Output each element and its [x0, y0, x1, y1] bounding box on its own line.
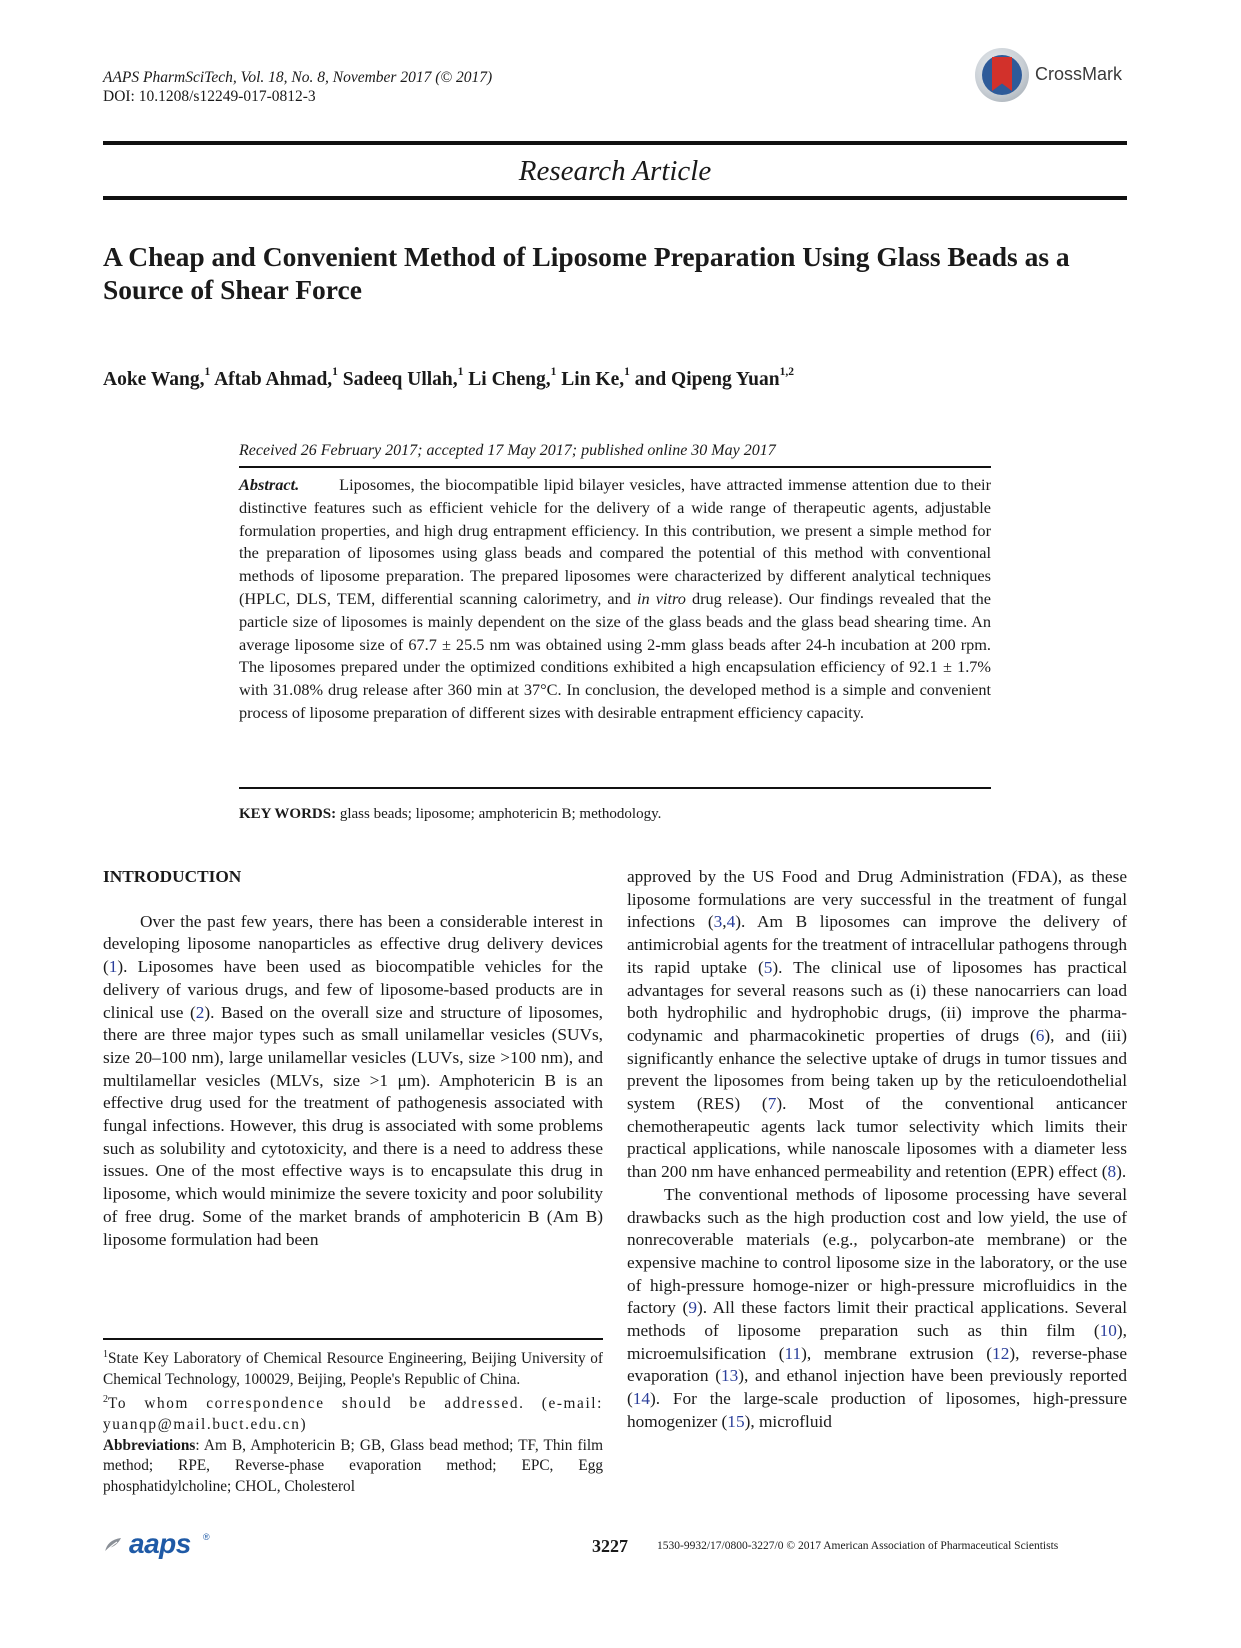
keywords: KEY WORDS: glass beads; liposome; amphotericin B; methodology. [239, 806, 662, 822]
received-dates: Received 26 February 2017; accepted 17 May 2017; published online 30 May 2017 [239, 442, 776, 459]
citation-link[interactable]: 5 [763, 957, 773, 977]
footnote-rule [103, 1338, 603, 1340]
footnote-correspondence: $^2$To whom correspondence should be addressed. (e-mail: yuanqp@mail.buct.edu.cn) [103, 1394, 603, 1433]
citation-link[interactable]: 13 [720, 1366, 739, 1386]
aaps-leaf-icon [103, 1536, 123, 1556]
footnote-abbreviations: Abbreviations: Am B, Amphotericin B; GB, Glass bead method; TF, Thin film method; RPE, Reverse-phase evaporation method; EPC, Egg phosphatidylcholine; CHOL, Cholesterol [103, 1436, 603, 1495]
article-title: A Cheap and Convenient Method of Liposome Preparation Using Glass Beads as a Source of Shear Force [103, 241, 1070, 305]
crossmark-label: CrossMark [1035, 64, 1123, 84]
paragraph: The conventional methods of liposome processing have several drawbacks such as the high production cost and low yield, the use of nonrecoverable materials (e.g., polycarbon-ate membrane) or the expensive machine to control liposome size in the laboratory, or the use of high-pressure homoge-nizer or high-pressure microfluidics in the factory (9). All these factors limit their practical applications. Several methods of liposome preparation such as thin film (10), microemulsification (11), membrane extrusion (12), reverse-phase evaporation (13), and ethanol injection have been previously reported (14). For the large-scale production of liposomes, high-pressure homogenizer (15), microfluid [627, 1184, 1128, 1431]
crossmark-icon [975, 48, 1029, 102]
author: Lin Ke,$^1$ [561, 366, 630, 390]
author: and Qipeng Yuan$^{1,2}$ [634, 366, 794, 390]
doi: DOI: 10.1208/s12249-017-0812-3 [103, 88, 316, 105]
header-rule-top [103, 141, 1127, 145]
citation-link[interactable]: 12 [992, 1343, 1010, 1363]
header-rule-bottom [103, 196, 1127, 200]
citation-link[interactable]: 11 [784, 1343, 802, 1363]
copyright-line: 1530-9932/17/0800-3227/0 © 2017 American Association of Pharmaceutical Scientists [657, 1540, 1059, 1552]
journal-citation: AAPS PharmSciTech, Vol. 18, No. 8, November 2017 (© 2017) [103, 69, 493, 86]
right-column [627, 866, 1127, 1434]
paragraph: approved by the US Food and Drug Administration (FDA), as these liposome formulations are very successful in the treatment of fungal infections (3,4). Am B liposomes can improve the delivery of antimicrobial agents for the treatment of intracellular pathogens through its rapid uptake (5). The clinical use of liposomes has practical advantages for several reasons such as (i) these nanocarriers can load both hydrophilic and hydrophobic drugs, (ii) improve the pharma-codynamic and pharmacokinetic properties of drugs (6), and (iii) significantly enhance the selective uptake of drugs in tumor tissues and prevent the liposomes from being taken up by the reticuloendothelial system (RES) (7). Most of the conventional anticancer chemotherapeutic agents lack tumor selectivity which limits their practical applications, while nanoscale liposomes with a diameter less than 200 nm have enhanced permeability and retention (EPR) effect (8). [627, 867, 1128, 1182]
page-number: 3227 [592, 1536, 628, 1556]
citation-link[interactable]: 4 [726, 912, 736, 932]
footnotes [103, 1345, 603, 1497]
citation-link[interactable]: 10 [1099, 1321, 1117, 1341]
citation-link[interactable]: 15 [727, 1411, 745, 1431]
author-list [103, 368, 794, 391]
paragraph: Over the past few years, there has been a considerable interest in developing liposome nanoparticles as effective drug delivery devices (1). Liposomes have been used as biocompatible vehicles for the delivery of various drugs, and few of liposome-based products are in clinical use (2). Based on the overall size and structure of liposomes, there are three major types such as small unilamellar vesicles (SUVs, size 20–100 nm), large unilamellar vesicles (LUVs, size >100 nm), and multilamellar vesicles (MLVs, size >1 μm). Amphotericin B is an effective drug used for the treatment of pathogenesis associated with fungal infections. However, this drug is associated with some problems such as solubility and cytotoxicity, and there is a need to address these issues. One of the most effective ways is to encapsulate this drug in liposome, which would minimize the severe toxicity and poor solubility of free drug. Some of the market brands of amphotericin B (Am B) liposome formulation had been [103, 911, 603, 1249]
journal-header [103, 68, 492, 106]
citation-link[interactable]: 2 [195, 1002, 205, 1022]
keywords-label: KEY WORDS: [239, 806, 337, 822]
abstract: Abstract. Liposomes, the biocompatible lipid bilayer vesicles, have attracted immense attention due to their distinctive features such as efficient vehicle for the delivery of a wide range of therapeutic agents, adjustable formulation properties, and high drug entrapment efficiency. In this contribution, we present a simple method for the preparation of liposomes using glass beads and compared the potential of this method with conventional methods of liposome preparation. The prepared liposomes were characterized by different analytical techniques (HPLC, DLS, TEM, differential scanning calorimetry, and in vitro drug release). Our findings revealed that the particle size of liposomes is mainly dependent on the size of the glass beads and the glass bead shearing time. An average liposome size of 67.7 ± 25.5 nm was obtained using 2-mm glass beads after 24-h incubation at 200 rpm. The liposomes prepared under the optimized conditions exhibited a high encapsulation efficiency of 92.1 ± 1.7% with 31.08% drug release after 360 min at 37°C. In conclusion, the developed method is a simple and convenient process of liposome preparation of different sizes with desirable entrapment efficiency capacity. [239, 475, 991, 722]
article-type: Research Article [518, 155, 712, 187]
citation-link[interactable]: 8 [1107, 1162, 1117, 1182]
citation-link[interactable]: 7 [767, 1094, 777, 1114]
abstract-label: Abstract. [239, 475, 300, 494]
citation-link[interactable]: 1 [108, 957, 118, 977]
abstract-rule-top [239, 466, 991, 468]
footnote-affiliation: $^1$State Key Laboratory of Chemical Resource Engineering, Beijing University of Chemical Technology, 100029, Beijing, People's Republic of China. [103, 1349, 603, 1388]
author: Sadeeq Ullah,$^1$ [342, 366, 464, 390]
author: Aftab Ahmad,$^1$ [214, 366, 338, 390]
citation-link[interactable]: 6 [1035, 1025, 1045, 1045]
citation-link[interactable]: 9 [688, 1298, 697, 1318]
abstract-rule-bottom [239, 787, 991, 789]
author: Aoke Wang,$^1$ [103, 366, 211, 390]
section-heading: INTRODUCTION [103, 867, 242, 886]
crossmark-badge[interactable] [975, 48, 1135, 102]
citation-link[interactable]: 14 [632, 1389, 651, 1409]
left-column [103, 866, 603, 1251]
author: Li Cheng,$^1$ [468, 366, 557, 390]
citation-link[interactable]: 3 [713, 912, 723, 932]
